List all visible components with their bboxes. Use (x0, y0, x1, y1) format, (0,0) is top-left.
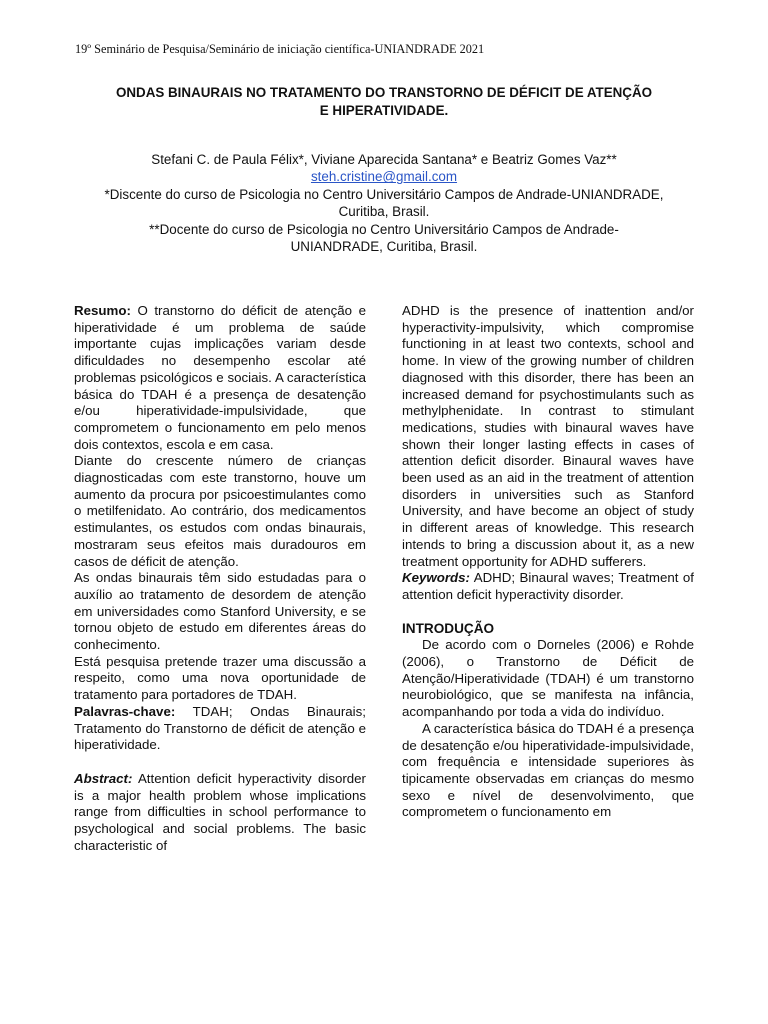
running-head: 19º Seminário de Pesquisa/Seminário de iniciação científica-UNIANDRADE 2021 (75, 42, 485, 56)
author-names: Stefani C. de Paula Félix*, Viviane Aparecida Santana* e Beatriz Gomes Vaz** (151, 152, 617, 167)
affiliation-2-line-2: UNIANDRADE, Curitiba, Brasil. (290, 239, 478, 255)
resumo-paragraph-2: Diante do crescente número de crianças diagnosticadas com este transtorno, houve um aumento da procura por psicoestimulantes como o metilfenidato. Ao contrário, dos medicamentos estimulantes, os estudos com ondas binaurais, mostraram seus efeitos mais duradouros em casos de déficit de atenção. (74, 453, 366, 569)
resumo-paragraph-3: As ondas binaurais têm sido estudadas para o auxílio ao tratamento de desordem de atenção em universidades como Stanford University, e se tornou objeto de estudo em diferentes áreas do conhecimento. (74, 570, 366, 653)
abstract-label: Abstract: (74, 770, 133, 786)
affiliation-1-line-1: *Discente do curso de Psicologia no Centro Universitário Campos de Andrade-UNIANDRADE, (104, 186, 664, 202)
right-column (402, 303, 694, 821)
palavras-chave-label: Palavras-chave: (74, 703, 176, 719)
left-column (74, 303, 366, 855)
keywords: Keywords: ADHD; Binaural waves; Treatment of attention deficit hyperactivity disorder. (402, 570, 694, 602)
affiliation-1-line-2: Curitiba, Brasil. (338, 204, 430, 220)
affiliation-2-line-1: **Docente do curso de Psicologia no Centro Universitário Campos de Andrade- (149, 221, 619, 237)
introducao-paragraph-2: A característica básica do TDAH é a presença de desatenção e/ou hiperatividade-impulsividade, com frequência e intensidade superiores às tipicamente observadas em crianças do mesmo sexo e nível de desenvolvimento, que comprometem o funcionamento em (402, 720, 694, 820)
resumo-paragraph-1: Resumo: O transtorno do déficit de atenção e hiperatividade é um problema de saúde importante cujas implicações variam desde dificuldades no desempenho escolar até problemas psicológicos e sociais. A característica básica do TDAH é a presença de desatenção e/ou hiperatividade-impulsividade, que comprometem o funcionamento em pelo menos dois contextos, escola e em casa. (74, 303, 366, 452)
keywords-label: Keywords: (402, 570, 470, 586)
introducao-paragraph-1: De acordo com o Dorneles (2006) e Rohde (2006), o Transtorno de Déficit de Atenção/Hiperatividade (TDAH) é um transtorno neurobiológico, que se manifesta na infância, acompanhando por toda a vida do indivíduo. (402, 637, 694, 720)
palavras-chave: Palavras-chave: TDAH; Ondas Binaurais; Tratamento do Transtorno de déficit de atenção e hiperatividade. (74, 703, 366, 753)
introducao-heading: INTRODUÇÃO (402, 620, 495, 636)
title-line-1: ONDAS BINAURAIS NO TRATAMENTO DO TRANSTORNO DE DÉFICIT DE ATENÇÃO (115, 85, 653, 100)
abstract-paragraph-start: Abstract: Attention deficit hyperactivity disorder is a major health problem whose implications range from difficulties in school performance to psychological and social problems. The basic characteristic of (74, 770, 366, 853)
resumo-paragraph-4: Está pesquisa pretende trazer uma discussão a respeito, como uma nova oportunidade de tratamento para portadores de TDAH. (74, 653, 366, 703)
abstract-paragraph-continued: ADHD is the presence of inattention and/or hyperactivity-impulsivity, which compromise functioning in at least two contexts, school and home. In view of the growing number of children diagnosed with this disorder, there has been an increased demand for psychostimulants such as methylphenidate. In contrast to stimulant medications, studies with binaural waves have shown their longer lasting effects in cases of attention deficit disorder. Binaural waves have been used as an aid in the treatment of attention disorders in universities such as Stanford University, and have become an object of study in different areas of knowledge. This research intends to bring a discussion about it, as a new treatment opportunity for ADHD sufferers. (402, 303, 694, 569)
author-email-link[interactable]: steh.cristine@gmail.com (310, 169, 458, 185)
author-block (60, 151, 708, 255)
resumo-label: Resumo: (74, 303, 131, 318)
paper-title (60, 84, 708, 120)
title-line-2: E HIPERATIVIDADE. (319, 103, 449, 118)
